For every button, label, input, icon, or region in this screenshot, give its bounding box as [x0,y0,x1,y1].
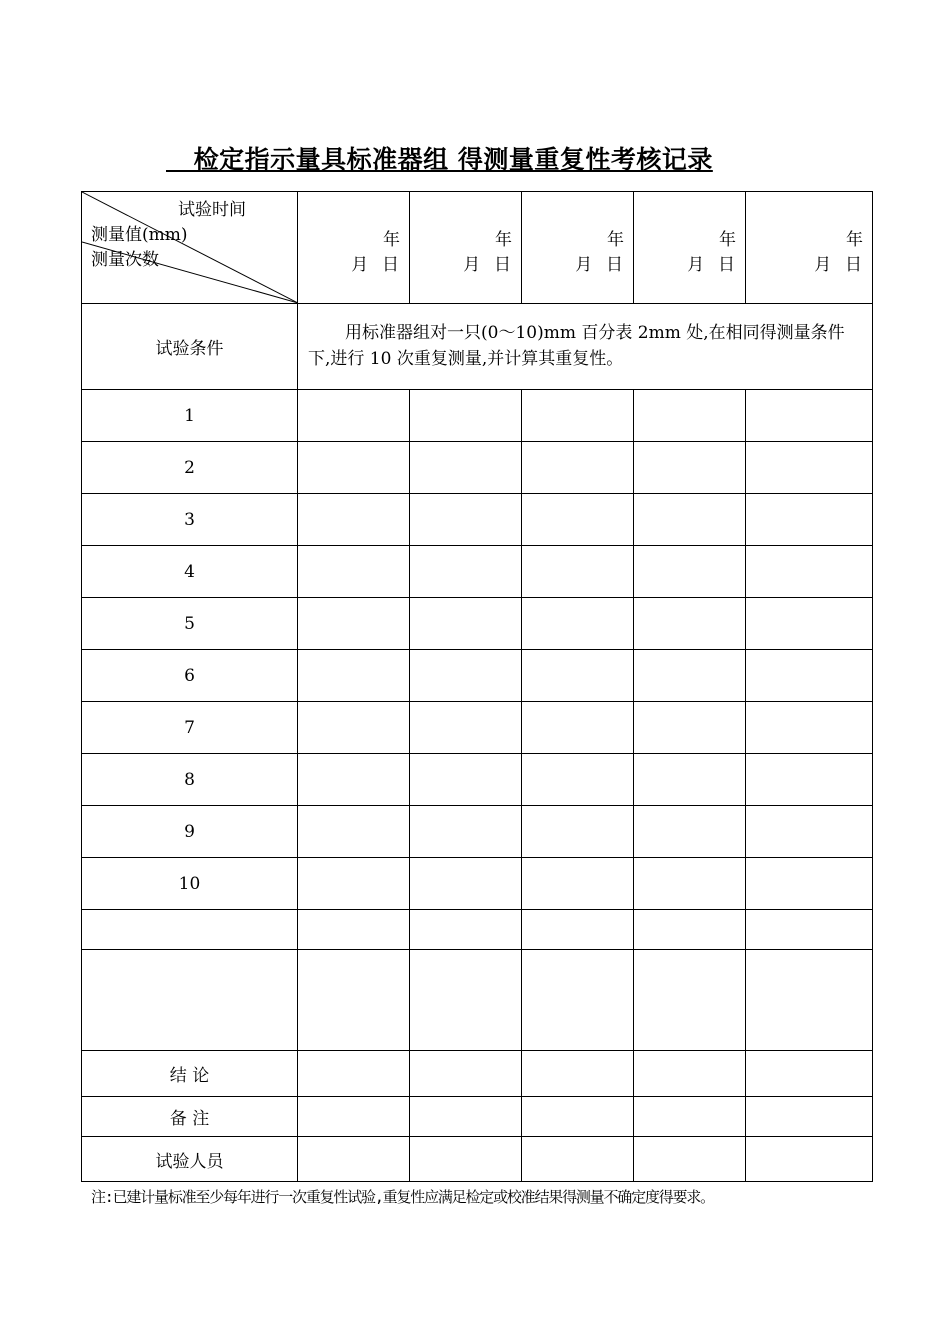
data-cell[interactable] [410,702,522,754]
data-cell[interactable] [522,1051,634,1097]
page-title: 检定指示量具标准器组 得测量重复性考核记录 [166,145,713,174]
data-cell[interactable] [634,598,746,650]
date-cell[interactable] [522,192,634,304]
data-cell[interactable] [410,950,522,1051]
row-number: 6 [82,650,298,702]
data-cell[interactable] [522,910,634,950]
data-cell[interactable] [410,390,522,442]
data-cell[interactable] [522,1097,634,1137]
data-cell[interactable] [298,754,410,806]
data-cell[interactable] [522,650,634,702]
data-cell[interactable] [298,546,410,598]
record-table [81,191,873,1182]
month-day-label: 月 日 [814,255,863,275]
testers-label: 试验人员 [82,1137,298,1182]
remarks-row [82,1097,873,1137]
data-cell[interactable] [634,910,746,950]
data-cell[interactable] [410,1051,522,1097]
data-cell[interactable] [410,650,522,702]
row-number: 2 [82,442,298,494]
data-cell[interactable] [746,858,873,910]
data-cell[interactable] [410,754,522,806]
data-cell[interactable] [298,598,410,650]
data-cell[interactable] [634,546,746,598]
test-time-label: 试验时间 [178,200,246,220]
data-cell[interactable] [298,950,410,1051]
table-row [82,754,873,806]
data-cell[interactable] [298,806,410,858]
conditions-row [82,304,873,390]
blank-row [82,910,873,950]
data-cell[interactable] [298,390,410,442]
data-cell[interactable] [746,950,873,1051]
footnote: 注:已建计量标准至少每年进行一次重复性试验,重复性应满足检定或校准结果得测量不确定度得要求。 [91,1188,714,1206]
data-cell[interactable] [634,754,746,806]
data-cell[interactable] [634,1051,746,1097]
data-cell[interactable] [634,858,746,910]
table-row [82,390,873,442]
data-cell[interactable] [634,390,746,442]
data-cell[interactable] [634,1137,746,1182]
data-cell[interactable] [522,806,634,858]
data-cell[interactable] [746,1051,873,1097]
data-cell[interactable] [746,494,873,546]
data-cell[interactable] [746,442,873,494]
row-number: 4 [82,546,298,598]
data-cell[interactable] [522,598,634,650]
date-cell[interactable] [410,192,522,304]
data-cell[interactable] [522,702,634,754]
row-number: 7 [82,702,298,754]
table-row [82,650,873,702]
data-cell[interactable] [746,702,873,754]
data-cell[interactable] [522,858,634,910]
measurement-count-label: 测量次数 [91,250,159,270]
conditions-label: 试验条件 [82,304,298,390]
row-number: 1 [82,390,298,442]
row-number: 5 [82,598,298,650]
data-cell[interactable] [298,1097,410,1137]
data-cell[interactable] [410,442,522,494]
date-cell[interactable] [634,192,746,304]
header-row [82,192,873,304]
data-cell[interactable] [298,1051,410,1097]
data-cell[interactable] [522,546,634,598]
table-row [82,442,873,494]
data-cell[interactable] [746,1137,873,1182]
data-cell[interactable] [298,1137,410,1182]
table-row [82,858,873,910]
data-cell[interactable] [746,390,873,442]
data-cell[interactable] [522,442,634,494]
month-day-label: 月 日 [351,255,400,275]
data-cell[interactable] [634,442,746,494]
data-cell[interactable] [410,494,522,546]
table-row [82,702,873,754]
data-cell[interactable] [298,858,410,910]
data-cell[interactable] [298,442,410,494]
month-day-label: 月 日 [687,255,736,275]
row-number: 8 [82,754,298,806]
data-cell[interactable] [410,806,522,858]
date-cell[interactable] [746,192,873,304]
row-number: 10 [82,858,298,910]
data-cell[interactable] [298,650,410,702]
table-row [82,598,873,650]
month-day-label: 月 日 [575,255,624,275]
data-cell[interactable] [522,390,634,442]
data-cell[interactable] [522,1137,634,1182]
measured-value-label: 测量值(mm) [91,225,188,245]
data-cell[interactable] [298,702,410,754]
data-cell[interactable] [298,494,410,546]
data-cell[interactable] [634,806,746,858]
year-label: 年 [495,230,512,250]
blank-cell[interactable] [82,950,298,1051]
row-number: 3 [82,494,298,546]
data-cell[interactable] [746,1097,873,1137]
data-cell[interactable] [746,754,873,806]
data-cell[interactable] [634,950,746,1051]
table-row [82,546,873,598]
data-cell[interactable] [410,1137,522,1182]
year-label: 年 [383,230,400,250]
remarks-label: 备 注 [82,1097,298,1137]
data-cell[interactable] [634,702,746,754]
data-cell[interactable] [746,910,873,950]
conclusion-row [82,1051,873,1097]
data-cell[interactable] [522,950,634,1051]
data-cell[interactable] [522,754,634,806]
year-label: 年 [719,230,736,250]
row-number: 9 [82,806,298,858]
data-cell[interactable] [746,806,873,858]
conclusion-label: 结 论 [82,1051,298,1097]
table-row [82,806,873,858]
data-cell[interactable] [746,650,873,702]
conditions-text: 用标准器组对一只(0～10)mm 百分表 2mm 处,在相同得测量条件下,进行 10 次重复测量,并计算其重复性。 [298,304,873,390]
month-day-label: 月 日 [463,255,512,275]
data-cell[interactable] [522,494,634,546]
data-cell[interactable] [410,598,522,650]
data-cell[interactable] [298,910,410,950]
diagonal-header-cell [82,192,298,304]
blank-cell[interactable] [82,910,298,950]
data-cell[interactable] [746,598,873,650]
date-cell[interactable] [298,192,410,304]
data-cell[interactable] [634,494,746,546]
data-cell[interactable] [746,546,873,598]
blank-row-tall [82,950,873,1051]
data-cell[interactable] [634,650,746,702]
data-cell[interactable] [410,1097,522,1137]
table-row [82,494,873,546]
year-label: 年 [607,230,624,250]
data-cell[interactable] [410,858,522,910]
data-cell[interactable] [634,1097,746,1137]
data-cell[interactable] [410,546,522,598]
testers-row [82,1137,873,1182]
year-label: 年 [846,230,863,250]
data-cell[interactable] [410,910,522,950]
